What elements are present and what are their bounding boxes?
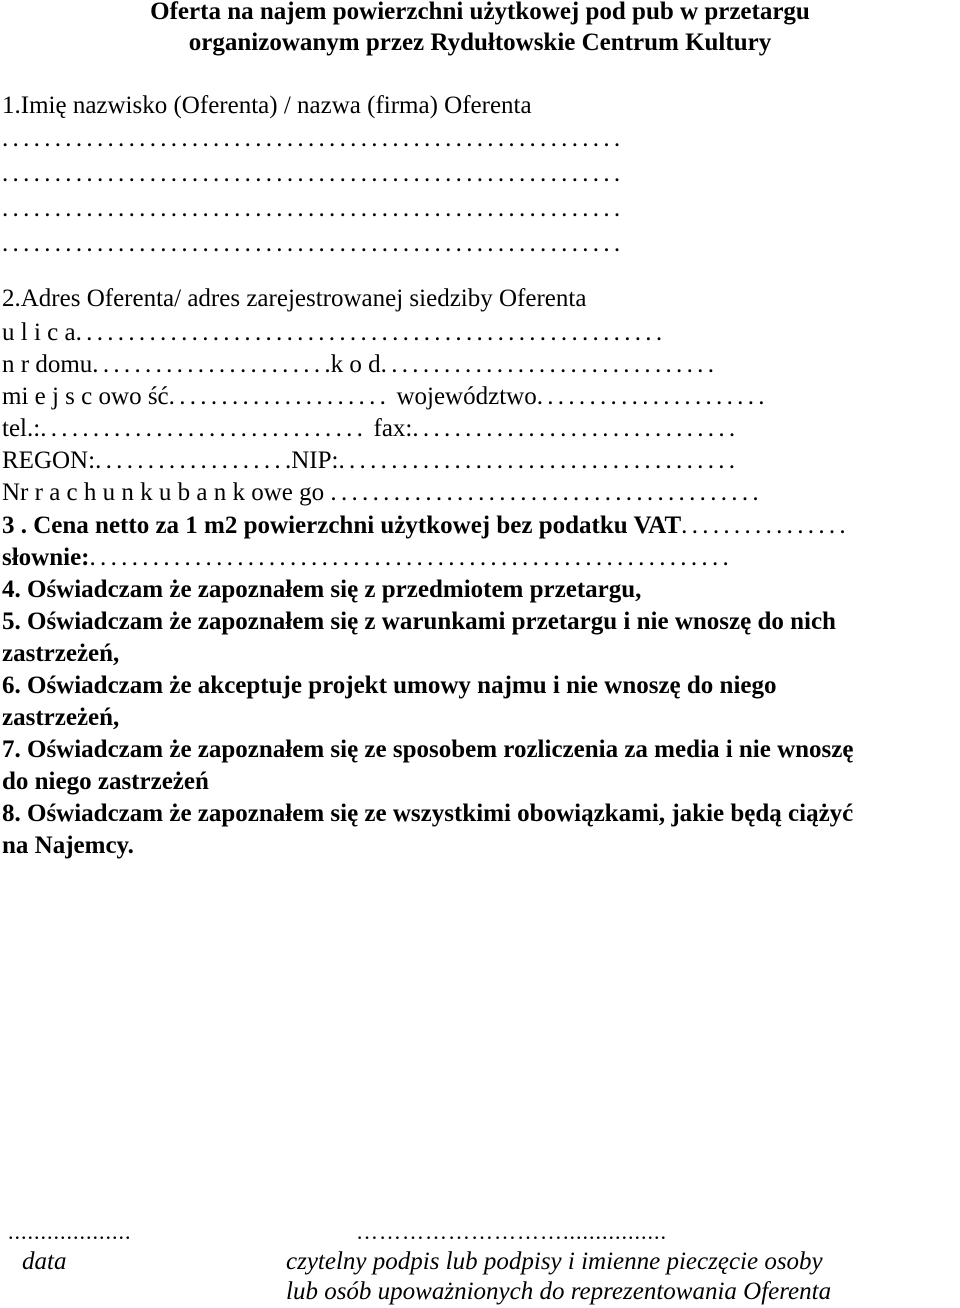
house-number-label: n r domu bbox=[2, 351, 93, 378]
net-price-row bbox=[2, 511, 958, 541]
postal-code-field[interactable]: ................................ bbox=[380, 351, 719, 378]
bidder-name-fill-line-1[interactable]: ........................................................... bbox=[2, 125, 625, 152]
date-fill-line[interactable]: ................... bbox=[8, 1219, 132, 1244]
section-1-heading: 1.Imię nazwisko (Oferenta) / nazwa (firma) Oferenta bbox=[2, 92, 532, 119]
bank-account-field[interactable]: ......................................... bbox=[330, 479, 763, 506]
statement-4: 4. Oświadczam że zapoznałem się z przedmiotem przetargu, bbox=[2, 576, 642, 603]
section-3-number: 3 . bbox=[2, 512, 27, 539]
bidder-name-fill-line-3[interactable]: ........................................................... bbox=[2, 195, 625, 222]
statement-6-line-2: zastrzeżeń, bbox=[2, 704, 120, 731]
net-price-label: Cena netto za 1 m2 powierzchni użytkowej bez podatku VAT bbox=[33, 512, 682, 539]
nip-field[interactable]: ...................................... bbox=[338, 447, 740, 474]
price-in-words-field[interactable]: ............................................................. bbox=[89, 544, 734, 571]
regon-label: REGON: bbox=[2, 447, 96, 474]
signature-caption-line-1: czytelny podpis lub podpisy i imienne pieczęcie osoby bbox=[286, 1248, 823, 1275]
bidder-name-fill-line-2[interactable]: ........................................................... bbox=[2, 160, 625, 187]
signature-caption-line-2: lub osób upoważnionych do reprezentowania Oferenta bbox=[286, 1278, 832, 1305]
bank-account-label: Nr r a c h u n k u b a n k owe go bbox=[2, 479, 325, 506]
document-title-line-1: Oferta na najem powierzchni użytkowej pod pub w przetargu bbox=[150, 0, 810, 25]
section-2-heading: 2.Adres Oferenta/ adres zarejestrowanej siedziby Oferenta bbox=[2, 285, 587, 312]
statement-8-line-1: 8. Oświadczam że zapoznałem się ze wszystkimi obowiązkami, jakie będą ciążyć bbox=[2, 800, 854, 827]
regon-nip-row bbox=[2, 446, 958, 476]
street-row bbox=[2, 318, 958, 348]
document-title-line-2: organizowanym przez Rydułtowskie Centrum Kultury bbox=[188, 29, 772, 56]
price-in-words-row bbox=[2, 543, 958, 573]
regon-field[interactable]: .................. bbox=[95, 447, 285, 474]
statement-5-line-2: zastrzeżeń, bbox=[2, 640, 120, 667]
city-province-row bbox=[2, 382, 958, 412]
statement-7-line-2: do niego zastrzeżeń bbox=[2, 768, 209, 795]
signature-fill-line[interactable]: ………………………................ bbox=[356, 1219, 667, 1244]
net-price-field[interactable]: ................ bbox=[681, 512, 850, 539]
phone-fax-row bbox=[2, 414, 958, 444]
bidder-name-fill-line-4[interactable]: ........................................................... bbox=[2, 230, 625, 257]
nip-label: .NIP: bbox=[284, 447, 339, 474]
house-postal-row bbox=[2, 350, 958, 380]
phone-label: tel.: bbox=[2, 415, 41, 442]
city-label: mi e j s c owo ść bbox=[2, 383, 169, 410]
statement-8-line-2: na Najemcy. bbox=[2, 832, 134, 859]
street-field[interactable]: ........................................................ bbox=[75, 319, 667, 346]
statement-5-line-1: 5. Oświadczam że zapoznałem się z warunkami przetargu i nie wnoszę do nich bbox=[2, 608, 836, 635]
house-number-field[interactable]: ...................... bbox=[92, 351, 325, 378]
statement-7-line-1: 7. Oświadczam że zapoznałem się ze sposobem rozliczenia za media i nie wnoszę bbox=[2, 736, 854, 763]
province-label: województwo bbox=[396, 383, 537, 410]
date-caption: data bbox=[22, 1248, 67, 1275]
fax-field[interactable]: ............................... bbox=[412, 415, 740, 442]
phone-field[interactable]: ............................... bbox=[40, 415, 368, 442]
street-label: u l i c a bbox=[2, 319, 76, 346]
bank-account-row bbox=[2, 478, 958, 508]
postal-code-label: .k o d bbox=[324, 351, 381, 378]
city-field[interactable]: ..................... bbox=[168, 383, 391, 410]
province-field[interactable]: ...................... bbox=[536, 383, 769, 410]
fax-label: fax: bbox=[373, 415, 413, 442]
price-in-words-label: słownie: bbox=[2, 544, 90, 571]
statement-6-line-1: 6. Oświadczam że akceptuje projekt umowy najmu i nie wnoszę do niego bbox=[2, 672, 777, 699]
